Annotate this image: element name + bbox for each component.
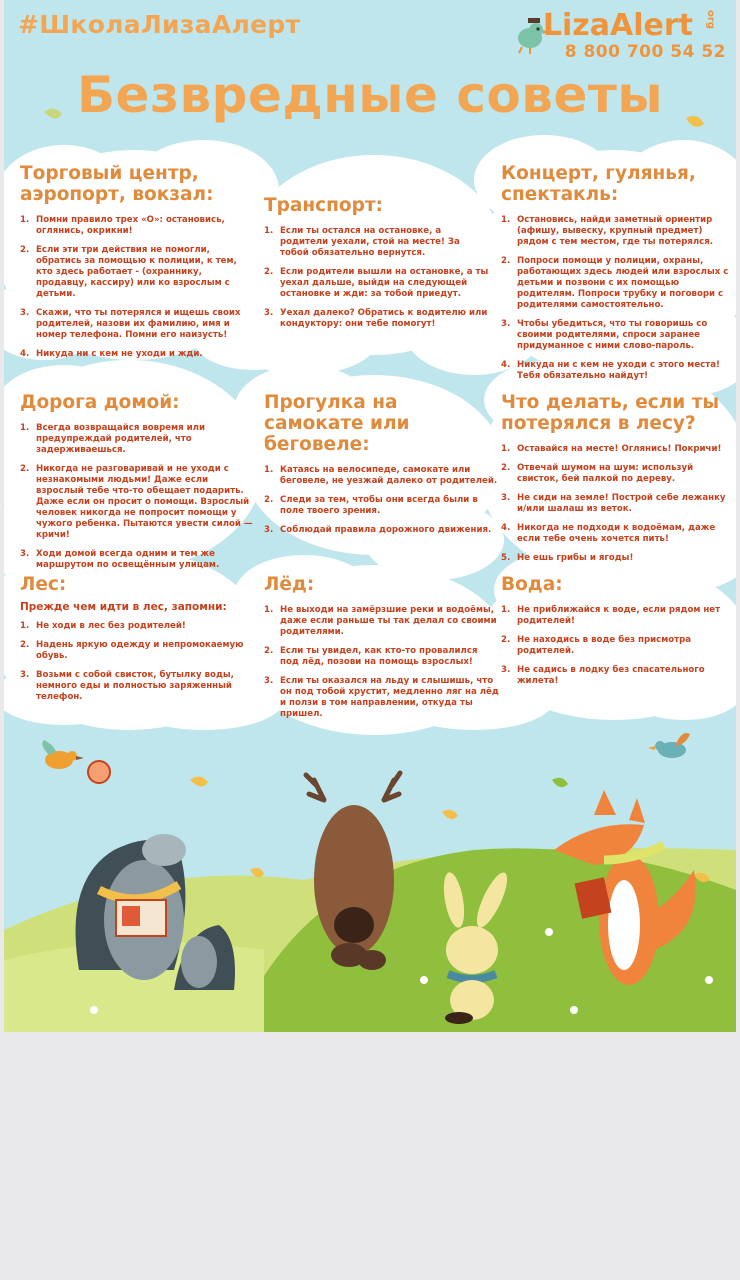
list-item: Никуда ни с кем не уходи с этого места! Тебя обязательно найдут! bbox=[517, 360, 720, 381]
section-heading: Лёд: bbox=[264, 574, 315, 595]
list-item: Не приближайся к воде, если рядом нет родителей! bbox=[517, 605, 721, 626]
brand-phone: 8 800 700 54 52 bbox=[564, 42, 726, 62]
page-title: Безвредные советы bbox=[76, 66, 664, 124]
bird-icon bbox=[42, 740, 110, 783]
section-heading: Дорога домой: bbox=[20, 392, 180, 413]
section-heading: Лес: bbox=[20, 574, 67, 595]
brand-block bbox=[543, 10, 726, 62]
list-item: Если родители вышли на остановке, а ты уехал дальше, выйди на следующей остановке и жди: за тобой приедут. bbox=[280, 267, 489, 299]
section-heading: Концерт, гулянья, спектакль: bbox=[501, 163, 696, 205]
list-item: Отвечай шумом на шум: используй свисток, бей палкой по дереву. bbox=[517, 463, 694, 484]
empty-area bbox=[0, 1032, 740, 1280]
list-item: Если эти три действия не помогли, обратись за помощью к полиции, к тем, кто здесь работает - (охраннику, продавцу, кассиру) или ко взрослым с детьми. bbox=[36, 245, 237, 299]
animals-illustration bbox=[4, 700, 736, 1032]
list-item: Надень яркую одежду и непромокаемую обувь. bbox=[36, 640, 244, 661]
list-item: Уехал далеко? Обратись к водителю или кондуктору: они тебе помогут! bbox=[280, 308, 488, 329]
section-lost-in-forest bbox=[501, 392, 726, 572]
list-item: Не находись в воде без присмотра родителей. bbox=[517, 635, 692, 656]
list-item: Если ты оказался на льду и слышишь, что он под тобой хрустит, медленно ляг на лёд и ползи в том направлении, откуда ты пришел. bbox=[280, 676, 499, 719]
list-item: Скажи, что ты потерялся и ищешь своих родителей, назови их фамилию, имя и номер телефона. Помни его наизусть! bbox=[36, 308, 241, 340]
brand-name: LizaAlert org bbox=[542, 8, 716, 43]
section-water bbox=[501, 574, 726, 695]
list-item: Соблюдай правила дорожного движения. bbox=[280, 525, 492, 535]
section-road-home bbox=[20, 392, 255, 579]
list-item: Не сиди на земле! Построй себе лежанку и/или шалаш из веток. bbox=[517, 493, 726, 514]
list-item: Ходи домой всегда одним и тем же маршрутом по освещённым улицам. bbox=[36, 549, 220, 570]
list-item: Никуда ни с кем не уходи и жди. bbox=[36, 349, 203, 359]
list-item: Не ходи в лес без родителей! bbox=[36, 621, 186, 631]
section-forest bbox=[20, 574, 255, 711]
section-heading: Прогулка на самокате или беговеле: bbox=[264, 392, 410, 455]
list-item: Чтобы убедиться, что ты говоришь со своими родителями, спроси заранее придуманное с ними слово-пароль. bbox=[517, 319, 708, 351]
list-item: Остановись, найди заметный ориентир (афишу, вывеску, крупный предмет) рядом с тем местом, где ты потерялся. bbox=[517, 215, 714, 247]
poster bbox=[4, 0, 736, 1032]
section-transport bbox=[264, 195, 489, 338]
list-item: Возьми с собой свисток, бутылку воды, немного еды и полностью заряженный телефон. bbox=[36, 670, 234, 702]
hashtag: #ШколаЛизаАлерт bbox=[18, 10, 301, 39]
list-item: Если ты увидел, как кто-то провалился под лёд, позови на помощь взрослых! bbox=[280, 646, 478, 667]
list-item: Попроси помощи у полиции, охраны, работающих здесь людей или взрослых с детьми и позвони с их помощью родителям. Попроси трубку и поговори с родителями самостоятельно. bbox=[517, 256, 729, 310]
section-heading: Что делать, если ты потерялся в лесу? bbox=[501, 392, 720, 434]
section-heading: Торговый центр, аэропорт, вокзал: bbox=[20, 163, 214, 205]
list-item: Никогда не разговаривай и не уходи с незнакомыми людьми! Даже если взрослый тебе что-то обещает подарить. Даже если он просит о помощи. Взрослый человек никогда не попросит помощи у чужого ребенка. Пытаются увести силой — кричи! bbox=[36, 464, 253, 540]
section-heading: Вода: bbox=[501, 574, 563, 595]
list-item: Никогда не подходи к водоёмам, даже если тебе очень хочется пить! bbox=[517, 523, 716, 544]
list-item: Помни правило трех «О»: остановись, оглянись, окрикни! bbox=[36, 215, 225, 236]
list-item: Не ешь грибы и ягоды! bbox=[517, 553, 634, 563]
section-concert bbox=[501, 163, 731, 390]
section-scooter bbox=[264, 392, 499, 544]
hedgehog-icon bbox=[76, 834, 186, 980]
list-item: Не выходи на замёрзшие реки и водоёмы, даже если раньше ты так делал со своими родителями. bbox=[280, 605, 497, 637]
list-item: Не садись в лодку без спасательного жилета! bbox=[517, 665, 705, 686]
list-item: Если ты остался на остановке, а родители уехали, стой на месте! За тобой обязательно вернутся. bbox=[280, 226, 460, 258]
section-heading: Транспорт: bbox=[264, 195, 383, 216]
section-mall bbox=[20, 163, 250, 368]
list-item: Всегда возвращайся вовремя или предупреждай родителей, что задерживаешься. bbox=[36, 423, 205, 455]
list-item: Оставайся на месте! Оглянись! Покричи! bbox=[517, 444, 722, 454]
list-item: Следи за тем, чтобы они всегда были в поле твоего зрения. bbox=[280, 495, 478, 516]
bird-icon bbox=[648, 733, 690, 758]
section-intro: Прежде чем идти в лес, запомни: bbox=[20, 601, 227, 613]
list-item: Катаясь на велосипеде, самокате или беговеле, не уезжай далеко от родителей. bbox=[280, 465, 498, 486]
